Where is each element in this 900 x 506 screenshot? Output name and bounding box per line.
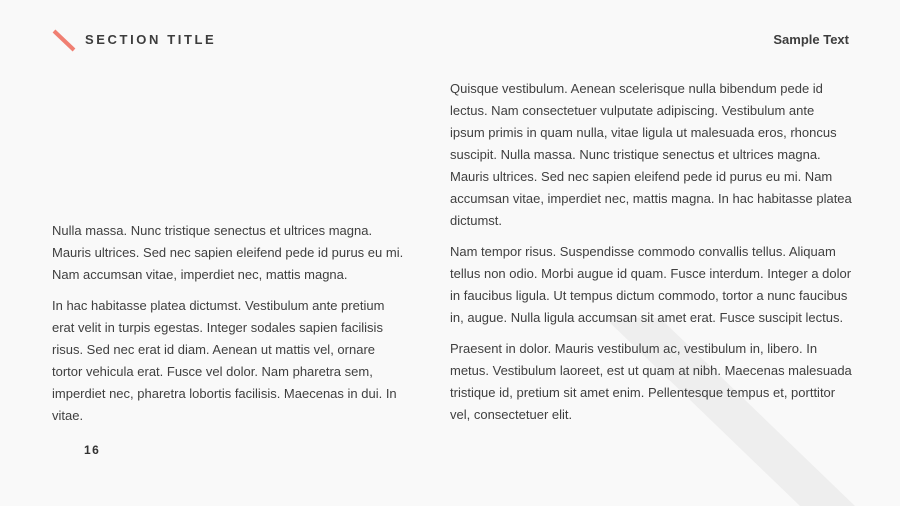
right-paragraph-3: Praesent in dolor. Mauris vestibulum ac, vestibulum in, libero. In metus. Vestibulum laoreet, est ut quam at nibh. Maecenas malesuada tristique id, pretium sit amet enim. Pellentesque tempus et, porttitor vel, consectetuer elit.: [450, 341, 852, 422]
right-paragraph-1: Quisque vestibulum. Aenean scelerisque nulla bibendum pede id lectus. Nam consectetuer vulputate adipiscing. Vestibulum ante ipsum primis in quam nulla, vitae ligula ut malesuada eros, rhoncus suscipit. Nulla massa. Nunc tristique senectus et ultrices magna. Mauris ultrices. Sed nec sapien eleifend pede id purus eu mi. Nam accumsan vitae, imperdiet nec, mattis magna. In hac habitasse platea dictumst.: [450, 81, 852, 228]
section-title: SECTION TITLE: [85, 32, 217, 47]
page-number: 16: [84, 443, 101, 457]
right-text-column: [450, 78, 852, 435]
left-text-column: [52, 220, 404, 436]
left-paragraph-2: In hac habitasse platea dictumst. Vestibulum ante pretium erat velit in turpis egestas. Integer sodales sapien facilisis risus. Sed nec erat id diam. Aenean ut mattis vel, ornare tortor vehicula erat. Fusce vel dolor. Nam pharetra sem, imperdiet nec, pharetra lobortis facilisis. Maecenas in dui. In vitae.: [52, 298, 397, 423]
right-paragraph-2: Nam tempor risus. Suspendisse commodo convallis tellus. Aliquam tellus non odio. Morbi augue id quam. Fusce interdum. Integer a dolor in faucibus ligula. Ut tempus dictum commodo, tortor a nunc faucibus in, augue. Nulla ligula accumsan sit amet erat. Fusce suscipit lectus.: [450, 244, 852, 325]
accent-slash-icon: [50, 29, 80, 53]
header-sample-text: Sample Text: [773, 32, 849, 47]
left-paragraph-1: Nulla massa. Nunc tristique senectus et ultrices magna. Mauris ultrices. Sed nec sapien eleifend pede id purus eu mi. Nam accumsan vitae, imperdiet nec, mattis magna.: [52, 223, 404, 282]
